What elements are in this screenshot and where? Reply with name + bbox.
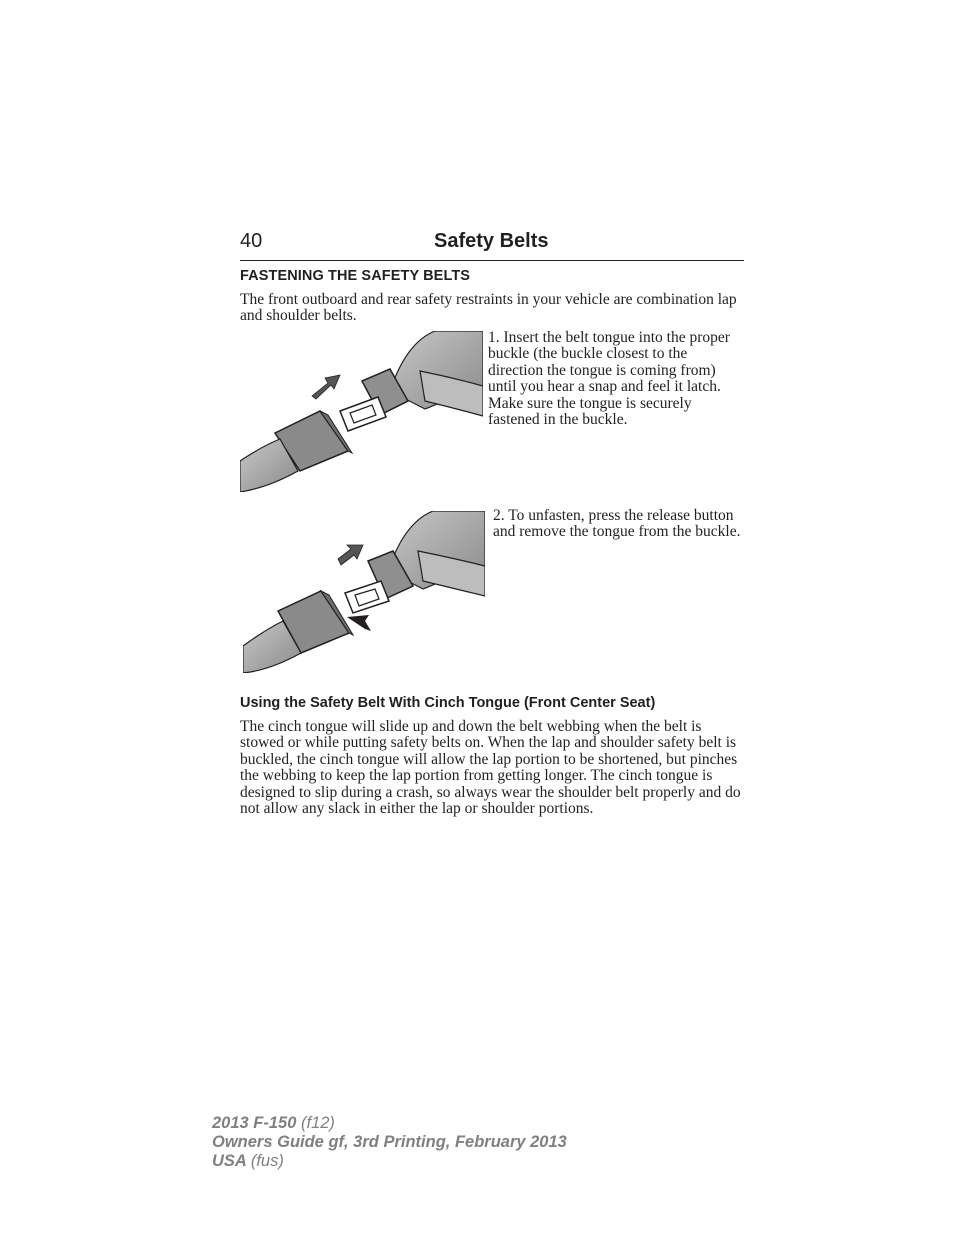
footer-model-line [212, 1114, 567, 1133]
chapter-title: Safety Belts [434, 230, 549, 252]
cinch-tongue-paragraph: The cinch tongue will slide up and down the belt webbing when the belt is stowed or while putting safety belts on. When the lap and shoulder safety belt is buckled, the cinch tongue will allow the lap portion to be shortened, but pinches the webbing to keep the lap portion from getting longer. The cinch tongue is designed to slip during a crash, so always wear the shoulder belt properly and do not allow any slack in either the lap or shoulder portions. [240, 718, 741, 818]
page-number: 40 [240, 230, 263, 252]
footer-market: USA [212, 1152, 247, 1170]
page-header [240, 226, 744, 261]
page-footer [212, 1114, 567, 1171]
step-1-text: 1. Insert the belt tongue into the proper buckle (the buckle closest to the direction the tongue is coming from) until you hear a snap and feel it latch. Make sure the tongue is securely fastened in the buckle. [488, 329, 730, 429]
step-2-text: 2. To unfasten, press the release button and remove the tongue from the buckle. [493, 507, 741, 541]
section-heading: FASTENING THE SAFETY BELTS [240, 268, 471, 284]
subsection-heading: Using the Safety Belt With Cinch Tongue (Front Center Seat) [240, 695, 656, 711]
footer-model-code: (f12) [301, 1114, 335, 1132]
fasten-belt-illustration [240, 331, 483, 492]
unfasten-belt-illustration [243, 511, 485, 673]
footer-market-line [212, 1152, 567, 1171]
footer-market-code: (fus) [250, 1152, 284, 1170]
footer-model: 2013 F-150 [212, 1114, 297, 1132]
footer-guide-line: Owners Guide gf, 3rd Printing, February 2013 [212, 1133, 567, 1151]
intro-paragraph: The front outboard and rear safety restraints in your vehicle are combination lap and shoulder belts. [240, 291, 737, 325]
